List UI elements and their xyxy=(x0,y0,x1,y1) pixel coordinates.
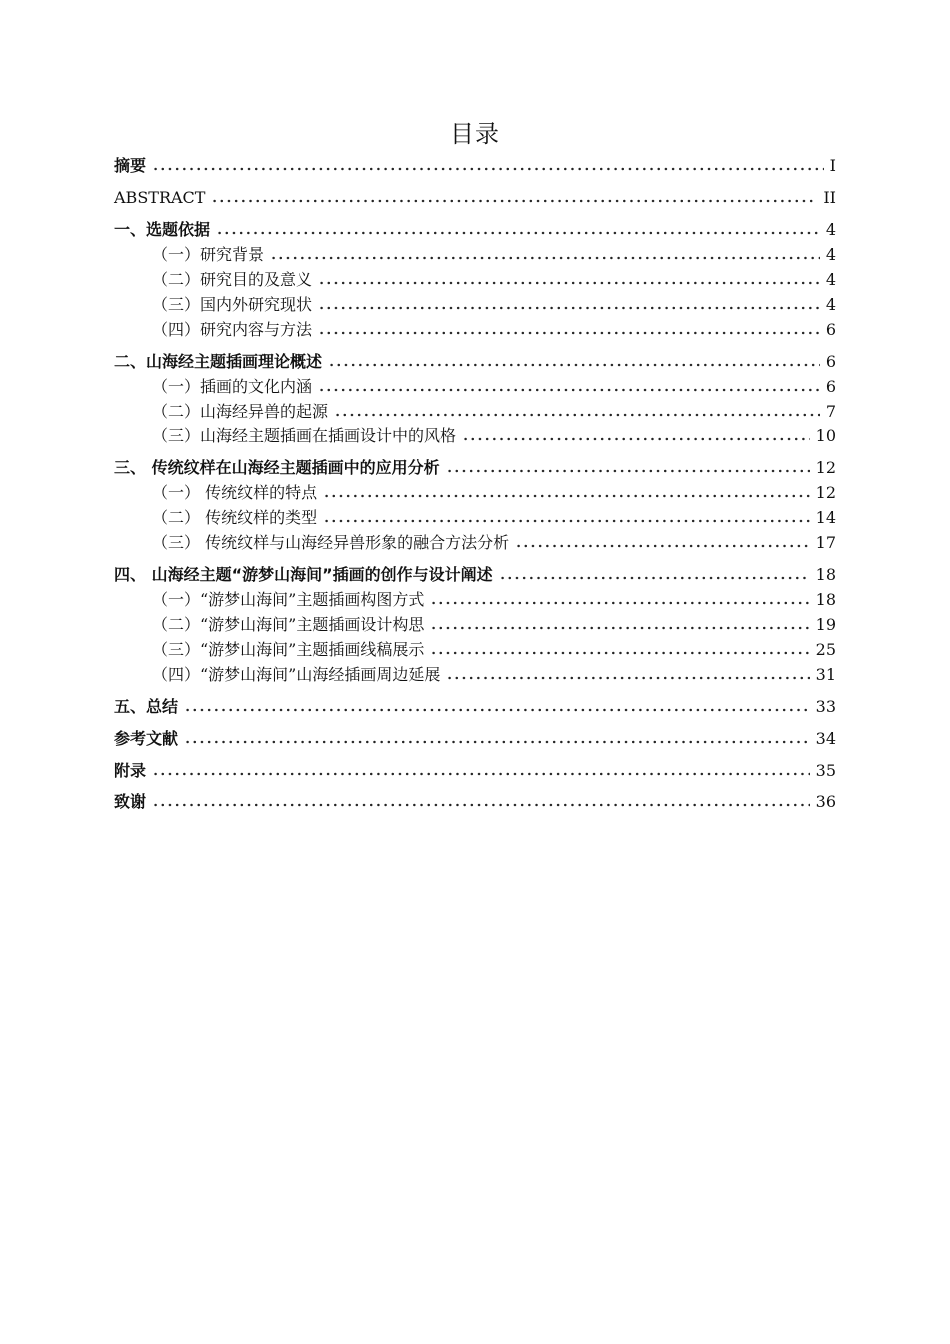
toc-entry-section-3-2[interactable] xyxy=(152,504,836,528)
toc-entry-text: （四）研究内容与方法 xyxy=(152,320,313,339)
toc-entry-acknowledgements[interactable] xyxy=(114,788,836,812)
toc-entry-section-2-2[interactable] xyxy=(152,398,836,422)
toc-entry-section-1-4[interactable] xyxy=(152,316,836,340)
toc-entry-text: （三）“游梦山海间”主题插画线稿展示 xyxy=(152,640,425,659)
toc-entry-page: 36 xyxy=(815,792,836,811)
toc-entry-text: （三） 传统纹样与山海经异兽形象的融合方法分析 xyxy=(152,533,510,552)
toc-entry-text: （二）山海经异兽的起源 xyxy=(152,402,329,421)
toc-entry-section-4-1[interactable] xyxy=(152,586,836,610)
toc-entry-text: （二）“游梦山海间”主题插画设计构思 xyxy=(152,615,425,634)
toc-leader-dots xyxy=(184,740,810,744)
toc-entry-text: 五、总结 xyxy=(114,697,179,716)
toc-entry-page: 4 xyxy=(825,220,836,239)
toc-entry-section-2-1[interactable] xyxy=(152,373,836,397)
toc-entry-page: 34 xyxy=(815,729,836,748)
toc-entry-page: 12 xyxy=(815,458,836,477)
toc-leader-dots xyxy=(430,651,809,655)
toc-leader-dots xyxy=(318,281,820,285)
toc-leader-dots xyxy=(318,331,820,335)
toc-entry-text: （二）研究目的及意义 xyxy=(152,270,313,289)
toc-entry-references[interactable] xyxy=(114,725,836,749)
toc-leader-dots xyxy=(328,363,820,367)
toc-entry-page: 4 xyxy=(825,245,836,264)
toc-entry-text: （一）插画的文化内涵 xyxy=(152,377,313,396)
toc-entry-abstract-cn[interactable] xyxy=(114,152,836,176)
toc-entry-page: 7 xyxy=(825,402,836,421)
toc-entry-text: （二） 传统纹样的类型 xyxy=(152,508,318,527)
toc-entry-section-4-2[interactable] xyxy=(152,611,836,635)
toc-entry-text: （一）“游梦山海间”主题插画构图方式 xyxy=(152,590,425,609)
toc-entry-text: （三）山海经主题插画在插画设计中的风格 xyxy=(152,426,457,445)
toc-entry-text: ABSTRACT xyxy=(114,188,206,207)
toc-leader-dots xyxy=(499,576,810,580)
toc-entry-chapter-5[interactable] xyxy=(114,693,836,717)
toc-entry-text: 二、山海经主题插画理论概述 xyxy=(114,352,323,371)
toc-leader-dots xyxy=(270,256,820,260)
toc-leader-dots xyxy=(446,676,809,680)
toc-entry-text: 四、 山海经主题“游梦山海间”插画的创作与设计阐述 xyxy=(114,565,493,584)
toc-leader-dots xyxy=(462,437,810,441)
toc-entry-section-4-4[interactable] xyxy=(152,661,836,685)
toc-entry-section-1-1[interactable] xyxy=(152,241,836,265)
toc-entry-page: 6 xyxy=(825,320,836,339)
toc-leader-dots xyxy=(323,494,810,498)
toc-entry-chapter-4[interactable] xyxy=(114,561,836,585)
toc-leader-dots xyxy=(430,601,809,605)
toc-entry-appendix[interactable] xyxy=(114,757,836,781)
toc-leader-dots xyxy=(430,626,809,630)
toc-entry-page: 12 xyxy=(815,483,836,502)
toc-entry-page: 35 xyxy=(815,761,836,780)
toc-entry-page: 18 xyxy=(815,565,836,584)
toc-entry-section-3-3[interactable] xyxy=(152,529,836,553)
toc-entry-text: 附录 xyxy=(114,761,147,780)
toc-entry-text: （一）研究背景 xyxy=(152,245,265,264)
toc-entry-section-4-3[interactable] xyxy=(152,636,836,660)
toc-entry-section-1-3[interactable] xyxy=(152,291,836,315)
toc-entry-chapter-3[interactable] xyxy=(114,454,836,478)
toc-entry-text: （一） 传统纹样的特点 xyxy=(152,483,318,502)
toc-leader-dots xyxy=(323,519,810,523)
toc-entry-page: II xyxy=(823,188,836,207)
toc-entry-page: 33 xyxy=(815,697,836,716)
toc-leader-dots xyxy=(318,388,820,392)
toc-leader-dots xyxy=(152,803,810,807)
toc-leader-dots xyxy=(515,544,810,548)
toc-entry-page: 17 xyxy=(815,533,836,552)
toc-entry-text: 三、 传统纹样在山海经主题插画中的应用分析 xyxy=(114,458,440,477)
toc-entry-page: 18 xyxy=(815,590,836,609)
toc-entry-chapter-2[interactable] xyxy=(114,348,836,372)
toc-entry-text: （四）“游梦山海间”山海经插画周边延展 xyxy=(152,665,441,684)
toc-leader-dots xyxy=(184,708,810,712)
toc-leader-dots xyxy=(152,772,810,776)
toc-entry-page: 6 xyxy=(825,352,836,371)
toc-entry-chapter-1[interactable] xyxy=(114,216,836,240)
toc-leader-dots xyxy=(152,167,824,171)
toc-entry-page: 4 xyxy=(825,295,836,314)
toc-entry-page: 19 xyxy=(815,615,836,634)
toc-entry-page: 4 xyxy=(825,270,836,289)
page-title: 目录 xyxy=(450,120,500,148)
toc-entry-page: 25 xyxy=(815,640,836,659)
toc-entry-abstract-en[interactable] xyxy=(114,184,836,208)
toc-entry-text: 致谢 xyxy=(114,792,147,811)
toc-entry-text: 参考文献 xyxy=(114,729,179,748)
toc-entry-page: I xyxy=(829,156,836,175)
toc-entry-text: （三）国内外研究现状 xyxy=(152,295,313,314)
toc-entry-page: 6 xyxy=(825,377,836,396)
toc-entry-page: 31 xyxy=(815,665,836,684)
toc-leader-dots xyxy=(318,306,820,310)
toc-entry-section-2-3[interactable] xyxy=(152,422,836,446)
toc-entry-text: 一、选题依据 xyxy=(114,220,211,239)
toc-entry-section-3-1[interactable] xyxy=(152,479,836,503)
toc-entry-section-1-2[interactable] xyxy=(152,266,836,290)
toc-entry-page: 14 xyxy=(815,508,836,527)
toc-leader-dots xyxy=(334,413,820,417)
toc-leader-dots xyxy=(216,231,820,235)
toc-leader-dots xyxy=(446,469,810,473)
toc-entry-page: 10 xyxy=(815,426,836,445)
toc-leader-dots xyxy=(211,199,817,203)
toc-entry-text: 摘要 xyxy=(114,156,147,175)
